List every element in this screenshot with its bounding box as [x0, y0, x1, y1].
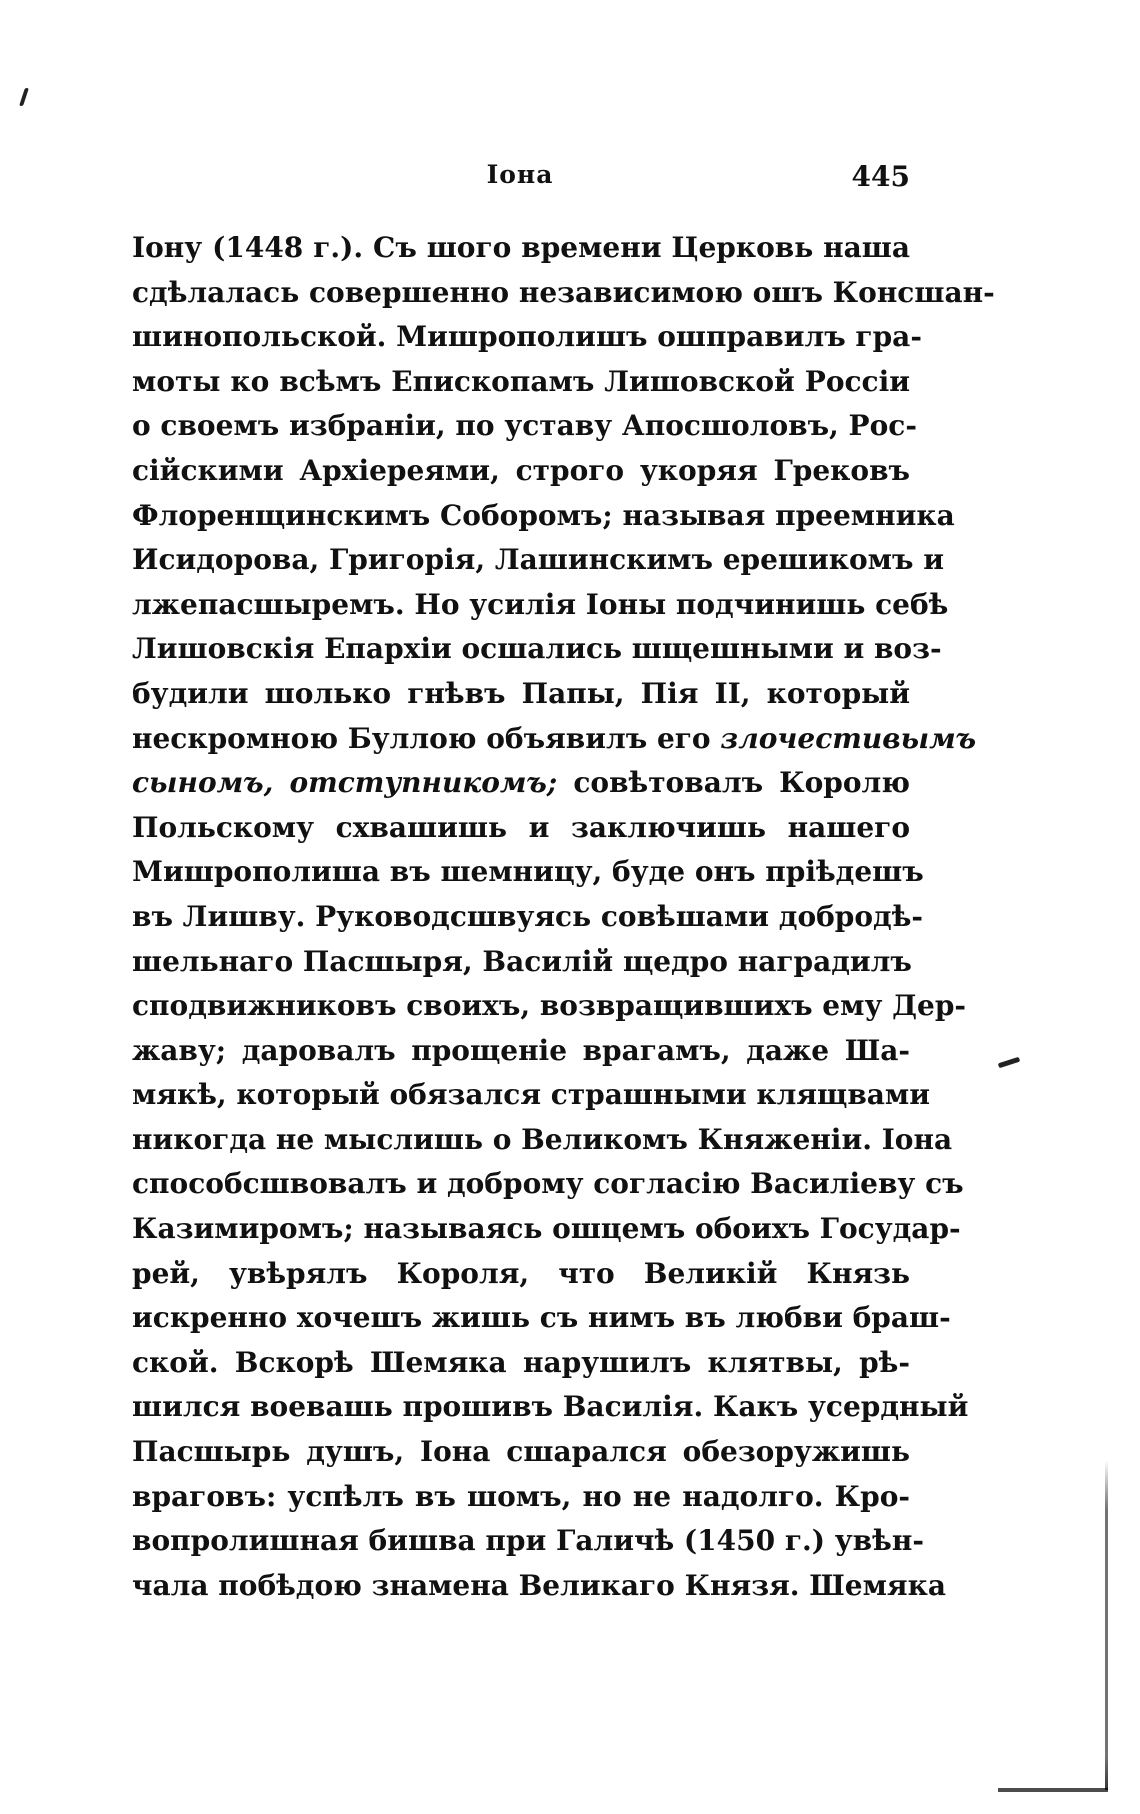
text-line: Исидорова, Григорія, Лашинскимъ ерешикомъ и — [132, 543, 944, 577]
text-line: Іону (1448 г.). Съ шого времени Церковь наша — [132, 231, 910, 264]
italic-text: сыномъ, отступникомъ; — [132, 766, 558, 800]
text-line: сдѣлалась совершенно независимою ошъ Консшан- — [132, 275, 995, 309]
stray-ink-mark — [19, 88, 29, 106]
text-line — [132, 761, 910, 806]
text-line: ской. Вскорѣ Шемяка нарушилъ клятвы, рѣ- — [132, 1345, 910, 1379]
text-line: Польскому схвашишь и заключишь нашего — [132, 810, 910, 844]
text-line: Лишовскія Епархіи осшались шщешными и воз- — [132, 632, 942, 666]
text-line: сійскими Архіереями, строго укоряя Грековъ — [132, 453, 910, 487]
text-line: способсшвовалъ и доброму согласію Василіеву съ — [132, 1167, 964, 1201]
text-line: въ Лишву. Руководсшвуясь совѣшами добродѣ- — [132, 899, 924, 933]
text-line: шился воевашь прошивъ Василія. Какъ усердный — [132, 1390, 969, 1424]
text-line: искренно хочешъ жишь съ нимъ въ любви браш- — [132, 1301, 951, 1335]
text-line: моты ко всѣмъ Епископамъ Лишовской Россіи — [132, 364, 910, 398]
running-title: Іона — [486, 160, 554, 189]
text-line: Мишрополиша въ шемницу, буде онъ пріѣдешъ — [132, 855, 924, 889]
text-line: будили шолько гнѣвъ Папы, Пія II, который — [132, 676, 910, 710]
text-line: лжепасшыремъ. Но усилія Іоны подчинишь себѣ — [132, 587, 949, 621]
text-segment: нескромною Буллою объявилъ его — [132, 721, 721, 755]
text-line: враговъ: успѣлъ въ шомъ, но не надолго. Кро- — [132, 1479, 910, 1513]
italic-text: злочестивымъ — [720, 721, 977, 755]
margin-dash-mark — [998, 1057, 1020, 1069]
page-header — [130, 160, 910, 200]
text-line: вопролишная бишва при Галичѣ (1450 г.) увѣн- — [132, 1524, 924, 1558]
text-line: Флоренщинскимъ Соборомъ; называя преемника — [132, 498, 955, 532]
text-line: никогда не мыслишь о Великомъ Княженіи. Іона — [132, 1122, 953, 1156]
text-line: шельнаго Пасшыря, Василій щедро наградилъ — [132, 944, 912, 978]
scan-edge-shadow — [1105, 1460, 1108, 1790]
text-line: о своемъ избраніи, по уставу Апосшоловъ, Рос- — [132, 409, 917, 443]
scan-edge-bottom — [998, 1788, 1108, 1792]
page-number: 445 — [851, 160, 910, 193]
text-line: жаву; даровалъ прощеніе врагамъ, даже Ша- — [132, 1033, 910, 1067]
text-line — [132, 717, 977, 762]
text-line: сподвижниковъ своихъ, возвращившихъ ему Дер- — [132, 989, 967, 1023]
text-line: мякѣ, который обязался страшными клящвами — [132, 1078, 931, 1112]
text-line: Пасшырь душъ, Іона сшарался обезоружишь — [132, 1435, 910, 1469]
text-line: Казимиромъ; называясь ошцемъ обоихъ Государ- — [132, 1212, 961, 1246]
text-line: шинопольской. Мишрополишъ ошправилъ гра- — [132, 320, 922, 354]
body-text — [132, 226, 995, 1608]
text-line: рей, увѣрялъ Короля, что Великій Князь — [132, 1256, 910, 1290]
text-line: чала побѣдою знамена Великаго Князя. Шемяка — [132, 1568, 946, 1602]
text-segment: совѣтовалъ Королю — [557, 766, 910, 800]
